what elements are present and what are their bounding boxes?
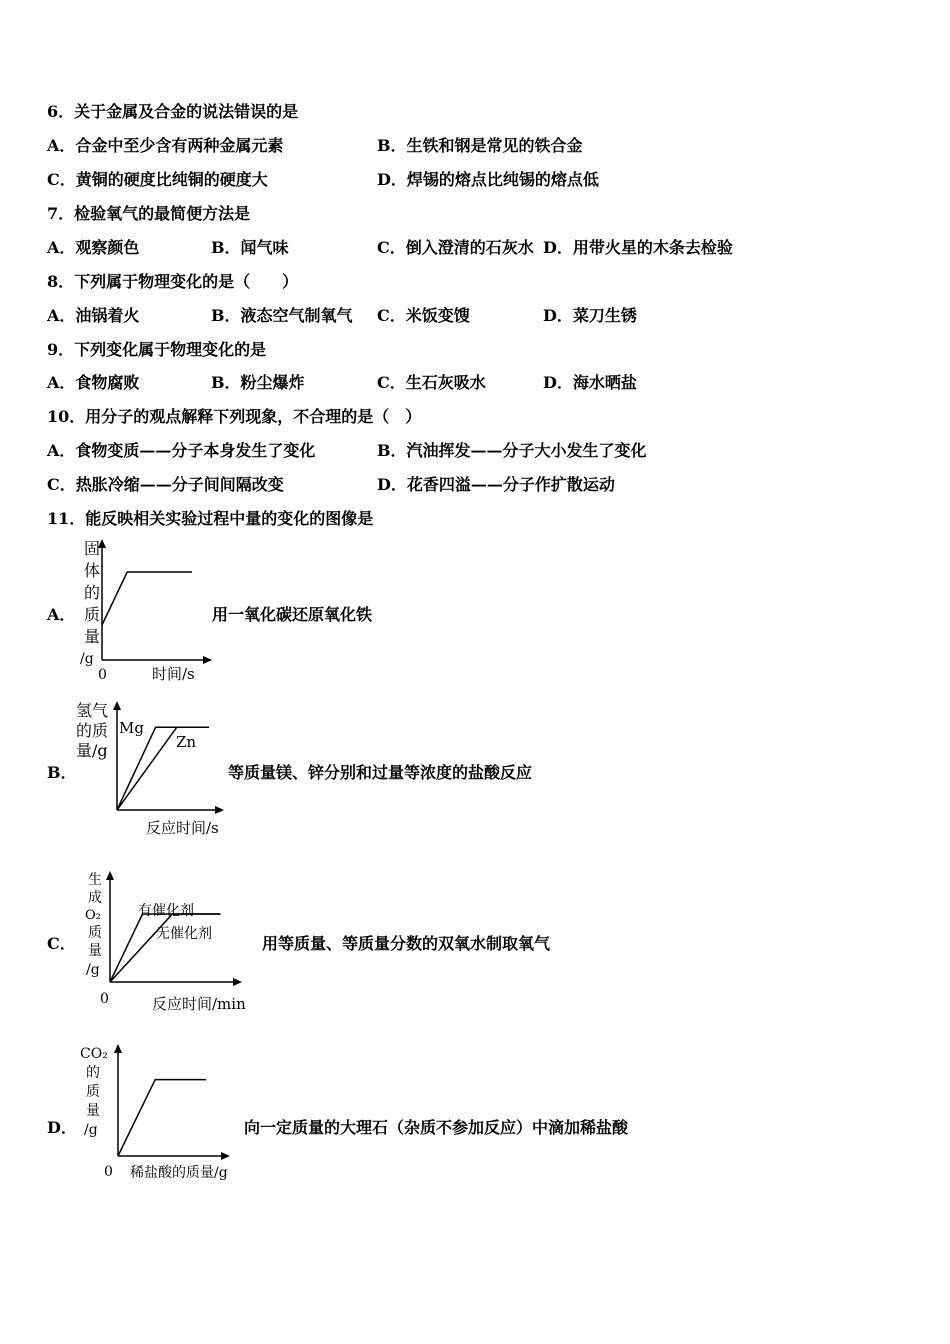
graph-c-xlabel: 反应时间/min (152, 995, 246, 1013)
graph-a (66, 536, 226, 686)
graph-c-ylabel-char: 量 (88, 943, 102, 959)
graph-b-ylabel-line: 的质 (76, 721, 109, 740)
q7-option-c: C．倒入澄清的石灰水 (377, 238, 534, 257)
q10-option-c: C．热胀冷缩——分子间间隔改变 (47, 475, 284, 494)
graph-d-origin: 0 (104, 1164, 113, 1180)
graph-c-y-arrow (106, 871, 114, 880)
graph-d-ylabel-char: CO₂ (80, 1046, 108, 1062)
graph-b-ylabel-line: 氢气 (76, 701, 109, 720)
q8-option-c: C．米饭变馊 (377, 306, 470, 325)
graph-a-x-arrow (203, 656, 212, 664)
q11-option-b-label: B． (47, 763, 77, 782)
graph-c-legend-catalyst: 有催化剂 (138, 903, 194, 919)
graph-a-ylabel-char: 的 (84, 583, 101, 602)
graph-c-ylabel-char: O₂ (85, 908, 101, 923)
q6-option-a: A．合金中至少含有两种金属元素 (47, 136, 284, 155)
graph-a-ylabel-char: 量 (84, 627, 101, 646)
graph-c-origin: 0 (100, 991, 109, 1007)
q11-option-a-label: A． (47, 605, 76, 624)
q9-stem: 9．下列变化属于物理变化的是 (47, 340, 267, 359)
graph-c-ylabel-char: 成 (88, 890, 102, 906)
graph-c-ylabel-char: /g (86, 962, 100, 978)
q11-stem: 11．能反映相关实验过程中量的变化的图像是 (47, 509, 374, 528)
graph-d-ylabel-char: 的 (86, 1065, 100, 1081)
graph-a-series-line (102, 572, 192, 625)
graph-b (72, 698, 242, 840)
graph-b-ylabel-line: 量/g (76, 741, 108, 760)
q9-option-c: C．生石灰吸水 (377, 373, 486, 392)
graph-c-x-arrow (233, 978, 242, 986)
graph-d-ylabel-char: 量 (86, 1103, 100, 1119)
graph-b-legend-zn: Zn (176, 733, 197, 751)
q10-option-a: A．食物变质——分子本身发生了变化 (47, 441, 316, 460)
q10-option-d: D．花香四溢——分子作扩散运动 (377, 475, 615, 494)
graph-b-xlabel: 反应时间/s (146, 819, 219, 837)
graph-a-ylabel-char: /g (80, 651, 94, 667)
q9-option-d: D．海水晒盐 (543, 373, 637, 392)
graph-b-legend-mg: Mg (119, 719, 144, 737)
graph-c (78, 868, 264, 1016)
q6-option-d: D．焊锡的熔点比纯锡的熔点低 (377, 170, 599, 189)
graph-a-xlabel: 时间/s (152, 665, 195, 683)
q6-option-c: C．黄铜的硬度比纯铜的硬度大 (47, 170, 268, 189)
graph-d-series-line (118, 1080, 206, 1156)
q7-stem: 7．检验氧气的最简便方法是 (47, 204, 251, 223)
q10-option-b: B．汽油挥发——分子大小发生了变化 (377, 441, 647, 460)
q6-option-b: B．生铁和钢是常见的铁合金 (377, 136, 583, 155)
graph-c-ylabel-char: 生 (88, 872, 102, 888)
graph-d-xlabel: 稀盐酸的质量/g (130, 1165, 228, 1181)
graph-d (78, 1040, 248, 1186)
graph-d-y-arrow (114, 1044, 122, 1053)
graph-d-x-arrow (221, 1152, 230, 1160)
q8-option-d: D．菜刀生锈 (543, 306, 637, 325)
q11-option-b-desc: 等质量镁、锌分别和过量等浓度的盐酸反应 (228, 763, 533, 782)
graph-a-ylabel-char: 固 (84, 539, 101, 558)
q9-option-b: B．粉尘爆炸 (211, 373, 305, 392)
q11-option-c-desc: 用等质量、等质量分数的双氧水制取氧气 (262, 934, 551, 953)
q7-option-d: D．用带火星的木条去检验 (543, 238, 733, 257)
graph-a-ylabel (80, 539, 100, 667)
q6-stem: 6．关于金属及合金的说法错误的是 (47, 102, 299, 121)
q8-option-a: A．油锅着火 (47, 306, 140, 325)
q10-stem: 10．用分子的观点解释下列现象，不合理的是（ ） (47, 407, 422, 426)
graph-b-x-arrow (215, 806, 224, 814)
graph-c-ylabel-char: 质 (88, 925, 102, 941)
q7-option-b: B．闻气味 (211, 238, 289, 257)
q11-option-d-desc: 向一定质量的大理石（杂质不参加反应）中滴加稀盐酸 (244, 1118, 629, 1137)
q8-stem: 8．下列属于物理变化的是（ ） (47, 272, 299, 291)
graph-c-legend-no-catalyst: 无催化剂 (156, 926, 212, 942)
q9-option-a: A．食物腐败 (47, 373, 140, 392)
graph-a-ylabel-char: 体 (84, 561, 101, 580)
graph-d-ylabel-char: 质 (86, 1084, 100, 1100)
q8-option-b: B．液态空气制氧气 (211, 306, 353, 325)
graph-b-y-arrow (113, 701, 121, 710)
q11-option-a-desc: 用一氧化碳还原氧化铁 (212, 605, 373, 624)
graph-d-ylabel-char: /g (84, 1122, 98, 1138)
graph-a-ylabel-char: 质 (84, 605, 101, 624)
graph-a-origin: 0 (98, 667, 107, 683)
q11-option-c-label: C． (47, 934, 76, 953)
q7-option-a: A．观察颜色 (47, 238, 140, 257)
graph-c-series-catalyst (110, 914, 221, 982)
q11-option-d-label: D． (47, 1118, 77, 1137)
